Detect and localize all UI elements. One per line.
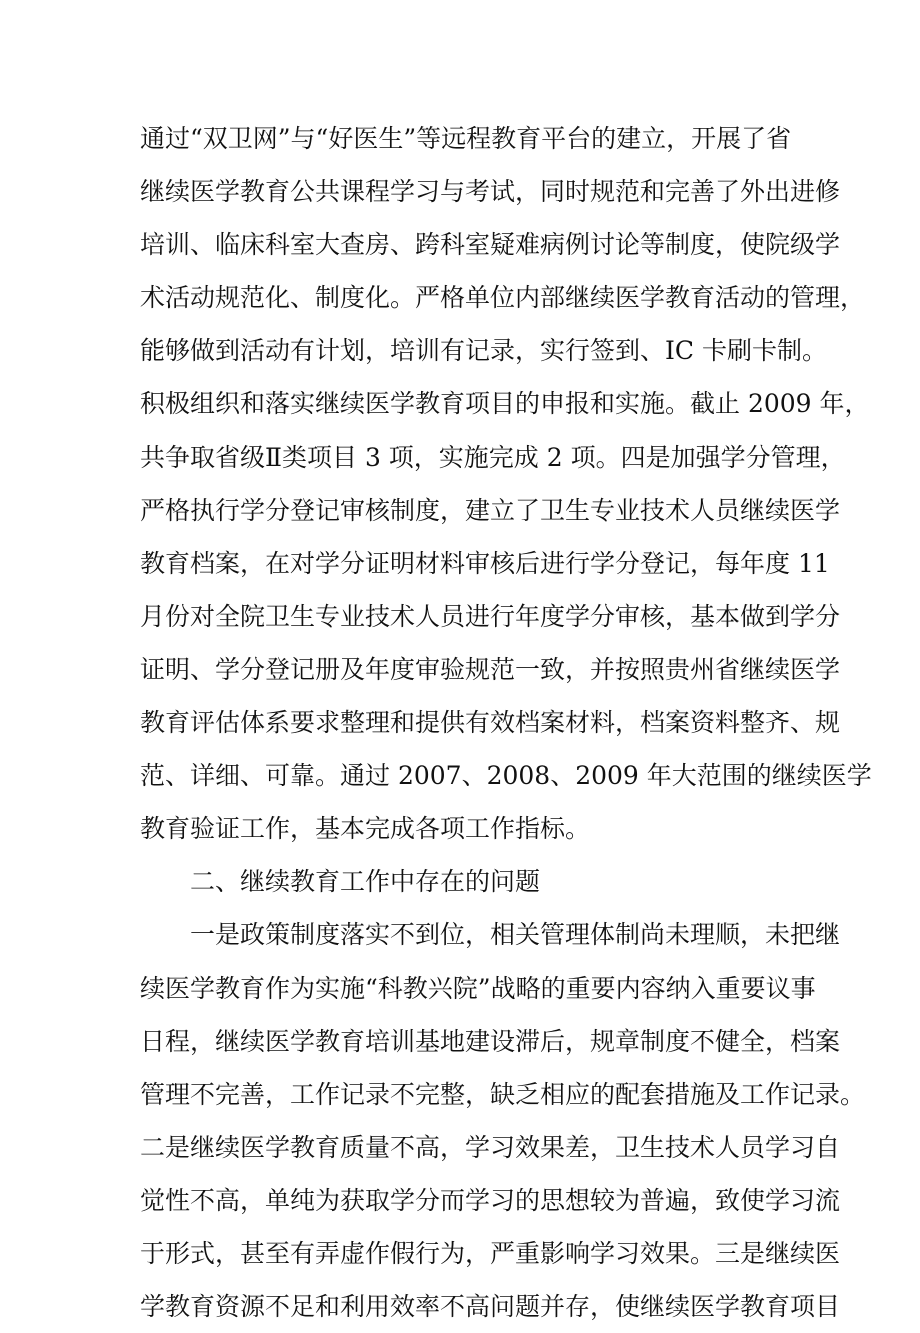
text-line: 管理不完善，工作记录不完整，缺乏相应的配套措施及工作记录。	[140, 1079, 866, 1109]
text-line: 培训、临床科室大查房、跨科室疑难病例讨论等制度，使院级学	[140, 230, 841, 260]
text-line: 教育验证工作，基本完成各项工作指标。	[140, 814, 591, 844]
text-line: 共争取省级Ⅱ类项目 3 项，实施完成 2 项。四是加强学分管理，	[140, 442, 846, 472]
text-line: 于形式，甚至有弄虚作假行为，严重影响学习效果。三是继续医	[140, 1238, 841, 1268]
text-line: 严格执行学分登记审核制度，建立了卫生专业技术人员继续医学	[140, 495, 841, 525]
text-line: 教育评估体系要求整理和提供有效档案材料，档案资料整齐、规	[140, 708, 841, 738]
text-line: 通过“双卫网”与“好医生”等远程教育平台的建立，开展了省	[140, 124, 792, 153]
text-line: 日程，继续医学教育培训基地建设滞后，规章制度不健全，档案	[140, 1026, 841, 1056]
text-line: 月份对全院卫生专业技术人员进行年度学分审核，基本做到学分	[140, 601, 841, 631]
text-line: 证明、学分登记册及年度审验规范一致，并按照贵州省继续医学	[140, 654, 841, 684]
text-line: 一是政策制度落实不到位，相关管理体制尚未理顺，未把继	[190, 920, 841, 950]
text-line: 学教育资源不足和利用效率不高问题并存，使继续医学教育项目	[140, 1292, 841, 1322]
text-line: 续医学教育作为实施“科教兴院”战略的重要内容纳入重要议事	[140, 973, 816, 1003]
text-line: 积极组织和落实继续医学教育项目的申报和实施。截止 2009 年，	[140, 389, 870, 419]
body-text	[140, 112, 872, 1333]
section-heading: 二、继续教育工作中存在的问题	[190, 867, 541, 897]
text-line: 能够做到活动有计划，培训有记录，实行签到、IC 卡刷卡制。	[140, 336, 827, 366]
text-line: 范、详细、可靠。通过 2007、2008、2009 年大范围的继续医学	[140, 761, 872, 791]
text-line: 继续医学教育公共课程学习与考试，同时规范和完善了外出进修	[140, 177, 841, 207]
text-line: 二是继续医学教育质量不高，学习效果差，卫生技术人员学习自	[140, 1132, 841, 1162]
text-line: 术活动规范化、制度化。严格单位内部继续医学教育活动的管理，	[140, 283, 866, 313]
text-line: 教育档案，在对学分证明材料审核后进行学分登记，每年度 11	[140, 548, 830, 578]
text-line: 觉性不高，单纯为获取学分而学习的思想较为普遍，致使学习流	[140, 1185, 841, 1215]
